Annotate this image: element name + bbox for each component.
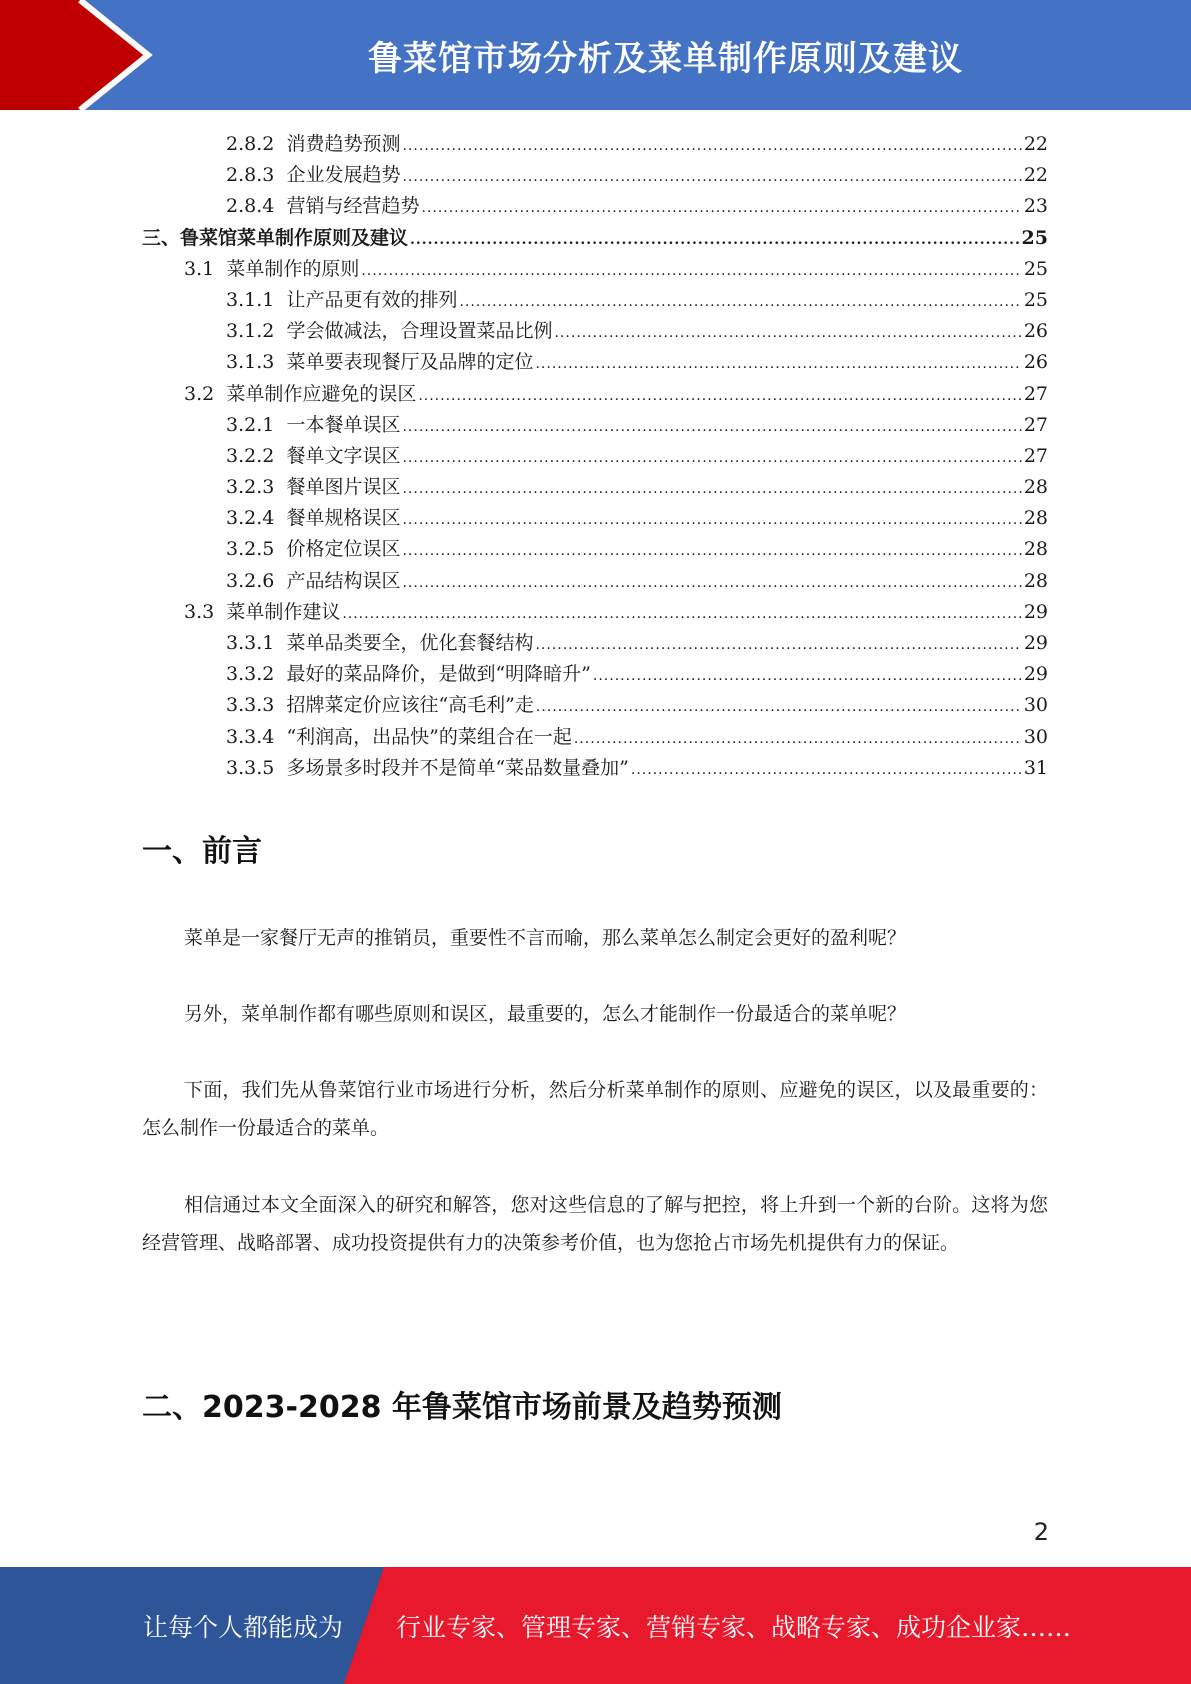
toc-entry-page: 22 bbox=[1023, 164, 1048, 187]
toc-entry-title: 菜单制作建议 bbox=[226, 600, 341, 623]
toc-entry-title: 餐单规格误区 bbox=[286, 507, 401, 530]
toc-entry-number: 3.2.5 bbox=[226, 538, 275, 561]
toc-entry-page: 29 bbox=[1023, 600, 1048, 623]
footer-band bbox=[0, 1567, 1191, 1684]
toc-leader-dots bbox=[459, 287, 1021, 318]
toc-entry-page: 25 bbox=[1023, 288, 1048, 311]
toc-leader-dots bbox=[402, 536, 1021, 567]
toc-entry-number: 3.3 bbox=[184, 600, 215, 623]
toc-entry-number: 3.2 bbox=[184, 382, 215, 405]
toc-entry-number: 3.2.1 bbox=[226, 413, 275, 436]
toc-leader-dots bbox=[402, 443, 1021, 474]
document-title: 鲁菜馆市场分析及菜单制作原则及建议 bbox=[368, 38, 963, 79]
toc-entry-number: 2.8.3 bbox=[226, 164, 275, 187]
toc-entry[interactable] bbox=[142, 410, 1048, 441]
toc-leader-dots bbox=[402, 474, 1021, 505]
toc-leader-dots bbox=[593, 661, 1022, 692]
toc-leader-dots bbox=[535, 630, 1021, 661]
toc-entry[interactable] bbox=[142, 690, 1048, 721]
toc-entry-title: 菜单制作的原则 bbox=[226, 257, 360, 280]
toc-entry-title: 产品结构误区 bbox=[286, 569, 401, 592]
toc-leader-dots bbox=[402, 568, 1021, 599]
toc-entry-title: 让产品更有效的排列 bbox=[286, 288, 458, 311]
toc-entry-number: 3.1 bbox=[184, 257, 215, 280]
toc-entry-title: 餐单图片误区 bbox=[286, 476, 401, 499]
toc-entry[interactable] bbox=[142, 347, 1048, 378]
paragraph: 菜单是一家餐厅无声的推销员，重要性不言而喻，那么菜单怎么制定会更好的盈利呢？ bbox=[184, 927, 907, 949]
toc-entry-title: 菜单制作应避免的误区 bbox=[226, 382, 417, 405]
paragraph: 另外，菜单制作都有哪些原则和误区，最重要的，怎么才能制作一份最适合的菜单呢？ bbox=[184, 1003, 907, 1025]
toc-leader-dots bbox=[421, 193, 1021, 224]
toc-entry-page: 27 bbox=[1023, 382, 1048, 405]
toc-entry-page: 30 bbox=[1023, 694, 1048, 717]
toc-entry-number: 2.8.2 bbox=[226, 133, 275, 155]
toc-entry-page: 30 bbox=[1023, 725, 1048, 748]
toc-entry[interactable] bbox=[142, 753, 1048, 784]
toc-entry-number: 3.2.3 bbox=[226, 476, 275, 499]
toc-entry-number: 3.3.3 bbox=[226, 694, 275, 717]
toc-entry[interactable] bbox=[142, 129, 1048, 160]
toc-entry-page: 26 bbox=[1023, 351, 1048, 374]
toc-entry-title: 餐单文字误区 bbox=[286, 444, 401, 467]
footer-slogan-left: 让每个人都能成为 bbox=[143, 1612, 344, 1642]
toc-entry[interactable] bbox=[142, 597, 1048, 628]
toc-entry-number: 3.3.4 bbox=[226, 725, 275, 748]
toc-leader-dots bbox=[402, 412, 1021, 443]
toc-entry-number: 2.8.4 bbox=[226, 195, 275, 218]
toc-leader-dots bbox=[402, 162, 1021, 193]
toc-entry[interactable] bbox=[142, 659, 1048, 690]
toc-entry-title: 学会做减法，合理设置菜品比例 bbox=[286, 320, 553, 343]
header-red-arrow bbox=[0, 0, 148, 110]
toc-leader-dots bbox=[402, 505, 1021, 536]
toc-entry[interactable] bbox=[142, 379, 1048, 410]
table-of-contents bbox=[142, 129, 1048, 784]
toc-leader-dots bbox=[361, 256, 1021, 287]
toc-entry-title: “利润高，出品快”的菜组合在一起 bbox=[286, 725, 572, 748]
toc-leader-dots bbox=[410, 225, 1020, 256]
footer-slogan-right: 行业专家、管理专家、营销专家、战略专家、成功企业家…… bbox=[396, 1612, 1072, 1642]
toc-entry-page: 31 bbox=[1023, 756, 1048, 779]
toc-leader-dots bbox=[418, 381, 1021, 412]
toc-entry-page: 26 bbox=[1023, 320, 1048, 343]
toc-leader-dots bbox=[342, 599, 1021, 630]
toc-leader-dots bbox=[402, 131, 1021, 162]
forecast-heading: 二、2023-2028 年鲁菜馆市场前景及趋势预测 bbox=[142, 1390, 782, 1425]
toc-entry-page: 29 bbox=[1023, 663, 1048, 686]
toc-entry[interactable] bbox=[142, 191, 1048, 222]
toc-entry[interactable] bbox=[142, 316, 1048, 347]
toc-leader-dots bbox=[535, 349, 1021, 380]
toc-entry-title: 菜单要表现餐厅及品牌的定位 bbox=[286, 351, 534, 374]
toc-entry[interactable] bbox=[142, 160, 1048, 191]
toc-entry-page: 28 bbox=[1023, 569, 1048, 592]
toc-entry-title: 价格定位误区 bbox=[286, 538, 401, 561]
toc-entry-title: 企业发展趋势 bbox=[286, 164, 401, 187]
toc-entry-page: 29 bbox=[1023, 632, 1048, 654]
preface-heading: 一、前言 bbox=[142, 834, 262, 869]
toc-entry[interactable] bbox=[142, 223, 1048, 254]
toc-leader-dots bbox=[536, 692, 1022, 723]
toc-entry-title: 一本餐单误区 bbox=[286, 413, 401, 436]
toc-entry[interactable] bbox=[142, 285, 1048, 316]
toc-entry-number: 3.1.3 bbox=[226, 351, 275, 374]
header-band bbox=[0, 0, 1191, 110]
toc-leader-dots bbox=[574, 724, 1022, 755]
paragraph: 下面，我们先从鲁菜馆行业市场进行分析，然后分析菜单制作的原则、应避免的误区，以及最重要的：怎么制作一份最适合的菜单。 bbox=[142, 1079, 1048, 1139]
paragraph: 相信通过本文全面深入的研究和解答，您对这些信息的了解与把控，将上升到一个新的台阶。这将为您经营管理、战略部署、成功投资提供有力的决策参考价值，也为您抢占市场先机提供有力的保证。 bbox=[142, 1194, 1048, 1254]
toc-entry[interactable] bbox=[142, 628, 1048, 659]
toc-entry-title: 最好的菜品降价，是做到“明降暗升” bbox=[286, 663, 591, 686]
toc-leader-dots bbox=[554, 318, 1021, 349]
toc-entry-number: 3.2.4 bbox=[226, 507, 275, 530]
toc-entry-page: 23 bbox=[1023, 195, 1048, 218]
toc-entry-page: 25 bbox=[1023, 257, 1048, 280]
toc-entry[interactable] bbox=[142, 503, 1048, 534]
toc-entry-page: 27 bbox=[1023, 413, 1048, 436]
toc-entry-page: 27 bbox=[1023, 444, 1048, 467]
toc-entry-page: 25 bbox=[1021, 226, 1048, 249]
toc-entry-page: 28 bbox=[1023, 538, 1048, 561]
toc-entry[interactable] bbox=[142, 566, 1048, 597]
toc-entry[interactable] bbox=[142, 472, 1048, 503]
toc-entry-title: 菜单品类要全，优化套餐结构 bbox=[286, 632, 534, 654]
toc-entry-number: 3.3.5 bbox=[226, 756, 275, 779]
toc-entry-number: 3.3.2 bbox=[226, 663, 275, 686]
toc-entry-number: 3.1.1 bbox=[226, 288, 275, 311]
toc-entry-page: 22 bbox=[1023, 133, 1048, 155]
toc-entry[interactable] bbox=[142, 254, 1048, 285]
toc-leader-dots bbox=[631, 755, 1022, 786]
toc-entry-page: 28 bbox=[1023, 507, 1048, 530]
toc-entry-title: 多场景多时段并不是简单“菜品数量叠加” bbox=[286, 756, 629, 779]
toc-entry-page: 28 bbox=[1023, 476, 1048, 499]
toc-entry-number: 3.2.2 bbox=[226, 444, 275, 467]
toc-entry-title: 消费趋势预测 bbox=[286, 133, 401, 155]
toc-entry-title: 营销与经营趋势 bbox=[286, 195, 420, 218]
toc-entry[interactable] bbox=[142, 534, 1048, 565]
toc-entry[interactable] bbox=[142, 441, 1048, 472]
toc-entry-title: 招牌菜定价应该往“高毛利”走 bbox=[286, 694, 534, 717]
toc-entry[interactable] bbox=[142, 722, 1048, 753]
toc-entry-number: 3.3.1 bbox=[226, 632, 275, 654]
page-number: 2 bbox=[1033, 1518, 1049, 1546]
toc-entry-number: 3.2.6 bbox=[226, 569, 275, 592]
toc-entry-number: 3.1.2 bbox=[226, 320, 275, 343]
toc-entry-title: 三、鲁菜馆菜单制作原则及建议 bbox=[142, 226, 409, 249]
